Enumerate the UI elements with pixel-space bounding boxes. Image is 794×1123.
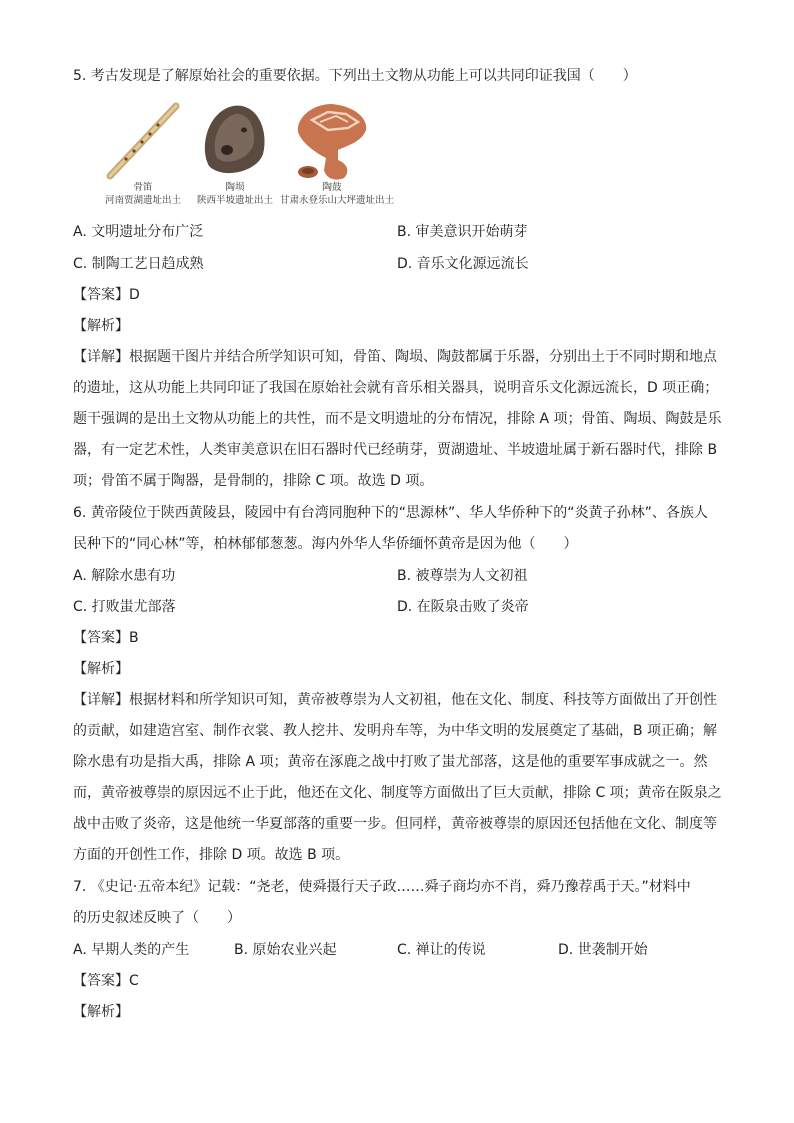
q7-analysis-label: 【解析】 (73, 1004, 129, 1020)
q5-detail-line: 【详解】根据题干图片并结合所学知识可知，骨笛、陶埙、陶鼓都属于乐器，分别出土于不同时期和地点 (73, 349, 717, 365)
q5-detail-line: 器，有一定艺术性，人类审美意识在旧石器时代已经萌芽，贾湖遗址、半坡遗址属于新石器时代，排除 B (73, 442, 718, 458)
pottery-drum-figure (279, 100, 394, 220)
q5-option-d: D. 音乐文化源远流长 (397, 256, 529, 272)
q7-stem-line: 7. 《史记·五帝本纪》记载：“尧老，使舜摄行天子政……舜子商均亦不肖，舜乃豫荐禹于天。”材料中 (73, 879, 691, 895)
q6-stem-line: 6. 黄帝陵位于陕西黄陵县，陵园中有台湾同胞种下的“思源林”、华人华侨种下的“炎黄子孙林”、各族人 (73, 505, 708, 521)
q6-detail-line: 除水患有功是指大禹，排除 A 项；黄帝在涿鹿之战中打败了蚩尤部落，这是他的重要军事成就之一。然 (73, 754, 708, 770)
q6-answer: 【答案】B (73, 630, 139, 646)
q6-detail-line: 方面的开创性工作，排除 D 项。故选 B 项。 (73, 847, 350, 863)
q6-detail-line: 【详解】根据材料和所学知识可知，黄帝被尊崇为人文初祖，他在文化、制度、科技等方面做出了开创性 (73, 692, 717, 708)
pottery-xun-image (197, 100, 273, 182)
q5-option-b: B. 审美意识开始萌芽 (397, 224, 528, 240)
q5-option-a: A. 文明遗址分布广泛 (73, 224, 204, 240)
q7-option-b: B. 原始农业兴起 (234, 942, 337, 958)
q6-detail-line: 的贡献，如建造宫室、制作衣裳、教人挖井、发明舟车等，为中华文明的发展奠定了基础，B 项正确；解 (73, 723, 718, 739)
pottery-xun-figure (197, 100, 273, 220)
q5-option-c: C. 制陶工艺日趋成熟 (73, 256, 204, 272)
pottery-xun-origin: 陕西半坡遗址出土 (196, 195, 273, 206)
q7-answer: 【答案】C (73, 973, 139, 989)
q6-option-a: A. 解除水患有功 (73, 568, 176, 584)
q6-option-b: B. 被尊崇为人文初祖 (397, 568, 528, 584)
pottery-drum-origin: 甘肃永登乐山大坪遗址出土 (279, 195, 394, 206)
q6-option-c: C. 打败蚩尤部落 (73, 599, 176, 615)
q7-stem-line: 的历史叙述反映了（ ） (73, 910, 241, 926)
q5-detail-line: 项；骨笛不属于陶器，是骨制的，排除 C 项。故选 D 项。 (73, 473, 434, 489)
bone-flute-figure (98, 100, 188, 220)
bone-flute-name: 骨笛 (133, 182, 153, 193)
q5-detail-line: 的遗址，这从功能上共同印证了我国在原始社会就有音乐相关器具，说明音乐文化源远流长，D 项正确； (73, 380, 719, 396)
q5-answer: 【答案】D (73, 287, 140, 303)
q7-option-d: D. 世袭制开始 (558, 942, 648, 958)
q7-option-a: A. 早期人类的产生 (73, 942, 190, 958)
pottery-drum-image (282, 100, 382, 182)
q6-option-d: D. 在阪泉击败了炎帝 (397, 599, 529, 615)
q6-stem-line: 民种下的“同心林”等，柏林郁郁葱葱。海内外华人华侨缅怀黄帝是因为他（ ） (73, 536, 578, 552)
q6-detail-line: 而，黄帝被尊崇的原因远不止于此，他还在文化、制度等方面做出了巨大贡献，排除 C 项；黄帝在阪泉之 (73, 785, 722, 801)
pottery-xun-name: 陶埙 (225, 182, 245, 193)
q7-option-c: C. 禅让的传说 (397, 942, 486, 958)
pottery-drum-name: 陶鼓 (322, 182, 342, 193)
bone-flute-origin: 河南贾湖遗址出土 (104, 195, 181, 206)
q5-detail-line: 题干强调的是出土文物从功能上的共性，而不是文明遗址的分布情况，排除 A 项；骨笛、陶埙、陶鼓是乐 (73, 411, 722, 427)
q6-analysis-label: 【解析】 (73, 661, 129, 677)
q5-analysis-label: 【解析】 (73, 318, 129, 334)
bone-flute-image (98, 100, 188, 182)
q5-stem: 5. 考古发现是了解原始社会的重要依据。下列出土文物从功能上可以共同印证我国（ ） (73, 68, 637, 84)
q6-detail-line: 战中击败了炎帝，这是他统一华夏部落的重要一步。但同样，黄帝被尊崇的原因还包括他在文化、制度等 (73, 816, 717, 832)
